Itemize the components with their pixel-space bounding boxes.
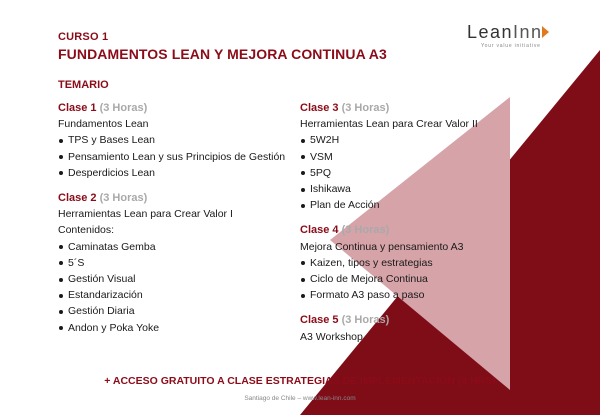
topic-item: Andon y Poka Yoke [58, 320, 293, 336]
topic-item: 5PQ [300, 165, 520, 181]
class-heading [300, 312, 520, 328]
logo-wordmark [467, 22, 543, 43]
course-number: CURSO 1 [58, 31, 109, 43]
class-hours: (3 Horas) [341, 314, 390, 327]
class-description: Herramientas Lean para Crear Valor I [58, 208, 233, 221]
topic-item: Pensamiento Lean y sus Principios de Gestión [58, 149, 293, 165]
class-title: Clase 1 [58, 102, 97, 114]
class-hours: (3 Horas) [99, 102, 148, 114]
class-heading [300, 222, 520, 238]
topic-item: 5W2H [300, 132, 520, 148]
logo-play-icon [542, 26, 549, 38]
topic-item: 5´S [58, 255, 293, 271]
topic-item: Plan de Acción [300, 197, 520, 213]
topic-item: Desperdicios Lean [58, 165, 293, 181]
class-hours: (3 Horas) [99, 192, 148, 205]
class-hours: (3 Horas) [341, 224, 390, 237]
class-description: Contenidos: [58, 224, 115, 237]
section-label: TEMARIO [58, 79, 109, 91]
topic-item: Gestión Visual [58, 271, 293, 287]
topic-item: Caminatas Gemba [58, 239, 293, 255]
logo-part-lean: Lean [467, 22, 514, 42]
class-hours: (3 Horas) [341, 102, 390, 114]
topic-list [58, 132, 293, 181]
class-title: Clase 2 [58, 192, 97, 205]
topic-item: Formato A3 paso a paso [300, 287, 520, 303]
course-title: FUNDAMENTOS LEAN Y MEJORA CONTINUA A3 [58, 46, 387, 62]
right-column [300, 100, 520, 345]
class-description: A3 Workshop [300, 330, 363, 343]
free-access-banner: + ACCESO GRATUITO A CLASE ESTRATEGIAS DE IMPLEMENTACIÓN (3 HRS) [104, 375, 496, 387]
leaninn-logo [467, 22, 567, 52]
topic-item: Gestión Diaria [58, 303, 293, 319]
topic-item: TPS y Bases Lean [58, 132, 293, 148]
class-heading [58, 190, 293, 206]
topic-item: Estandarización [58, 287, 293, 303]
topic-list [300, 132, 520, 213]
class-heading [300, 100, 520, 116]
topic-item: Kaizen, tipos y estrategias [300, 255, 520, 271]
class-title: Clase 4 [300, 224, 339, 237]
topic-list [58, 239, 293, 336]
class-description: Fundamentos Lean [58, 118, 149, 131]
topic-item: Ishikawa [300, 181, 520, 197]
class-title: Clase 5 [300, 314, 339, 327]
left-column [58, 100, 293, 336]
logo-tagline: Your value initiative [481, 43, 541, 49]
class-description: Herramientas Lean para Crear Valor II [300, 118, 478, 131]
logo-part-inn: Inn [513, 22, 543, 42]
class-heading [58, 100, 293, 116]
topic-list [300, 255, 520, 304]
topic-item: Ciclo de Mejora Continua [300, 271, 520, 287]
footer-contact: Santiago de Chile – www.lean-inn.com [244, 395, 356, 402]
class-description: Mejora Continua y pensamiento A3 [300, 240, 464, 253]
class-title: Clase 3 [300, 102, 339, 114]
topic-item: VSM [300, 149, 520, 165]
